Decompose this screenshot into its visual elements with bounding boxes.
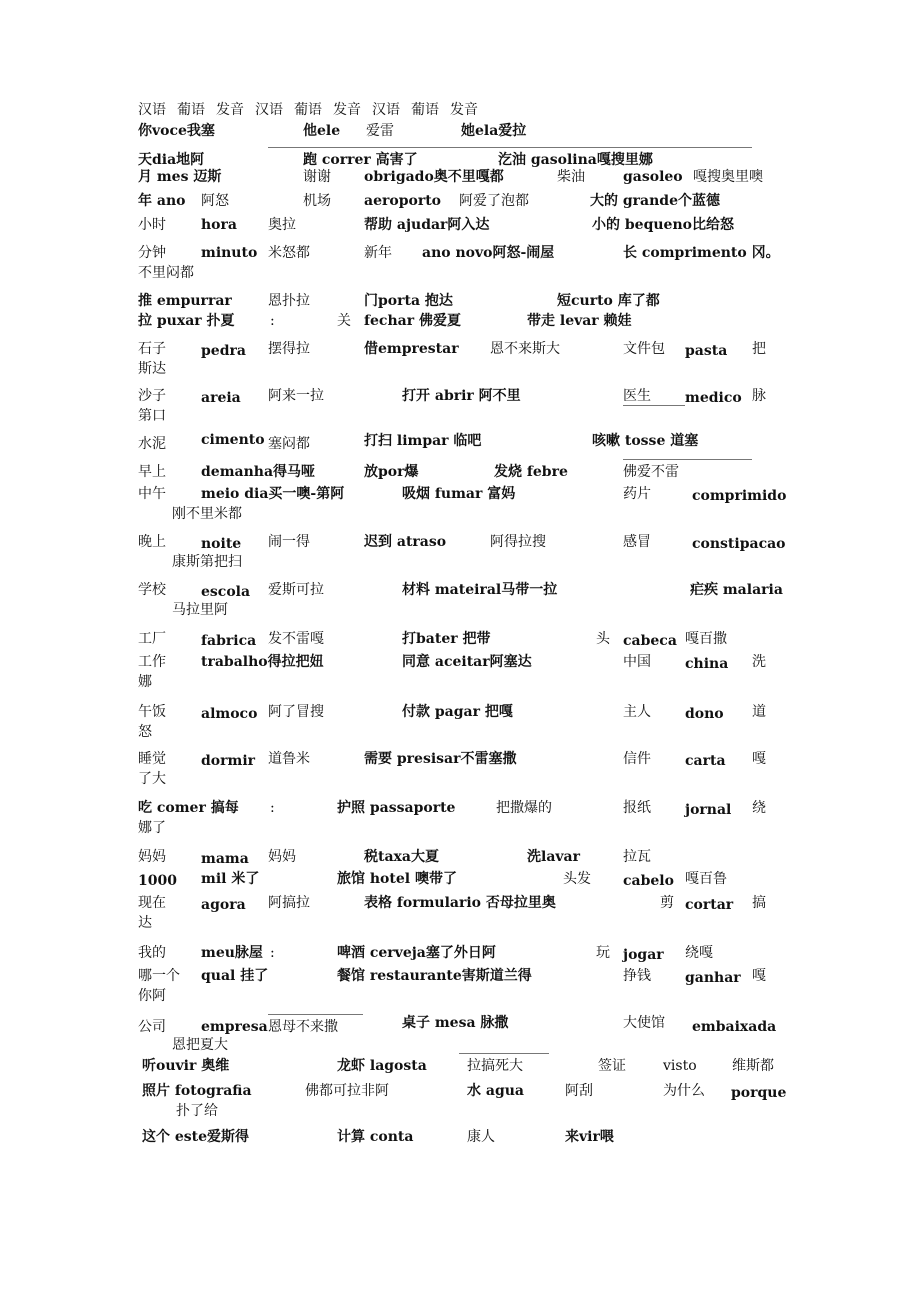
vocab-cell: 带走 levar 赖娃: [527, 313, 632, 329]
vocab-cell: 短curto 库了都: [557, 293, 660, 309]
vocab-cell: 发烧 febre: [494, 464, 568, 480]
vocab-cell: 米怒都: [268, 245, 310, 261]
vocab-cell: ganhar: [685, 970, 741, 986]
vocab-cell: 拉瓦: [623, 849, 651, 865]
header-col-pronunciation: 发音: [216, 102, 244, 118]
vocab-cell: qual 挂了: [201, 968, 269, 984]
vocab-cell: 医生: [623, 388, 651, 404]
vocab-cell: dono: [685, 706, 724, 722]
vocab-cell: 主人: [623, 704, 651, 720]
vocab-cell: 阿刮: [565, 1083, 593, 1099]
vocab-cell: aeroporto: [364, 193, 441, 209]
vocab-cell: 塞闷都: [268, 436, 310, 452]
vocab-cell: medico: [685, 390, 742, 406]
vocab-cell: 来vir喂: [565, 1129, 614, 1145]
vocab-cell: visto: [663, 1058, 697, 1074]
vocab-cell: 学校: [138, 582, 166, 598]
vocab-cell: fabrica: [201, 633, 257, 649]
vocab-cell: 康斯第把扫: [172, 554, 242, 570]
vocab-cell: 恩扑拉: [268, 293, 310, 309]
vocab-cell: 护照 passaporte: [337, 800, 456, 816]
vocab-cell: 迟到 atraso: [364, 534, 447, 550]
vocab-cell: 打bater 把带: [402, 631, 491, 647]
vocab-cell: 阿搞拉: [268, 895, 310, 911]
vocab-cell: 绕: [752, 800, 766, 816]
vocab-cell: 绕嘎: [685, 945, 713, 961]
vocab-cell: 水 agua: [467, 1083, 524, 1099]
vocab-cell: 拉搞死大: [467, 1058, 523, 1074]
vocab-cell: minuto: [201, 245, 258, 261]
vocab-cell: 借emprestar: [364, 341, 459, 357]
vocab-cell: carta: [685, 753, 726, 769]
vocab-cell: 机场: [303, 193, 331, 209]
vocab-cell: 康人: [467, 1129, 495, 1145]
vocab-cell: 她ela爱拉: [461, 123, 527, 139]
vocab-cell: 阿怒: [201, 193, 229, 209]
header-col-portuguese: 葡语: [177, 102, 205, 118]
vocab-cell: 文件包: [623, 341, 665, 357]
vocab-cell: 中国: [623, 654, 651, 670]
vocab-cell: 汔油 gasolina嘎搜里娜: [498, 152, 653, 168]
vocab-cell: 工作: [138, 654, 166, 670]
vocab-cell: 头发: [563, 871, 591, 887]
header-col-pronunciation: 发音: [450, 102, 478, 118]
vocab-cell: 你voce我塞: [138, 123, 215, 139]
vocab-cell: 爱斯可拉: [268, 582, 324, 598]
vocab-cell: 打扫 limpar 临吧: [364, 433, 482, 449]
vocab-cell: 睡觉: [138, 751, 166, 767]
vocab-cell: 表格 formulario 否母拉里奥: [364, 895, 556, 911]
vocab-cell: 打开 abrir 阿不里: [402, 388, 521, 404]
vocab-cell: 洗: [752, 654, 766, 670]
vocab-cell: jornal: [685, 802, 732, 818]
vocab-cell: 长 comprimento 冈。: [623, 245, 780, 261]
vocab-cell: 娜了: [138, 820, 166, 836]
vocab-cell: 月 mes 迈斯: [138, 169, 222, 185]
vocab-cell: 发不雷嘎: [268, 631, 324, 647]
vocab-cell: pasta: [685, 343, 728, 359]
vocab-cell: 报纸: [623, 800, 651, 816]
vocab-cell: 信件: [623, 751, 651, 767]
vocab-cell: 现在: [138, 895, 166, 911]
underline-rule: [459, 1053, 549, 1054]
vocab-cell: 妈妈: [138, 849, 166, 865]
vocab-cell: 哪一个: [138, 968, 180, 984]
vocab-cell: 第口: [138, 408, 166, 424]
vocab-cell: 餐馆 restaurante害斯道兰得: [337, 968, 532, 984]
vocab-cell: 娜: [138, 674, 152, 690]
vocab-cell: 刚不里米都: [172, 506, 242, 522]
vocab-cell: dormir: [201, 753, 256, 769]
vocab-cell: 阿爱了泡都: [459, 193, 529, 209]
vocab-cell: meu脉屋: [201, 945, 263, 961]
vocab-cell: 材料 mateiral马带一拉: [402, 582, 558, 598]
vocab-cell: 达: [138, 915, 152, 931]
vocab-cell: 公司: [138, 1019, 166, 1035]
vocab-cell: cimento: [201, 432, 265, 448]
vocab-cell: constipacao: [692, 536, 786, 552]
vocab-cell: :: [270, 945, 275, 961]
header-col-chinese: 汉语: [372, 102, 400, 118]
vocab-cell: jogar: [623, 947, 664, 963]
vocab-cell: 大使馆: [623, 1015, 665, 1031]
vocab-cell: 大的 grande个蓝德: [590, 193, 720, 209]
vocab-cell: 咳嗽 tosse 道塞: [592, 433, 699, 449]
vocab-cell: 门porta 抱达: [364, 293, 453, 309]
vocab-cell: 石子: [138, 341, 166, 357]
header-col-chinese: 汉语: [255, 102, 283, 118]
vocab-cell: 年 ano: [138, 193, 186, 209]
vocab-cell: 玩: [596, 945, 610, 961]
vocab-cell: 嘎搜奥里噢: [693, 169, 763, 185]
vocab-cell: 跑 correr 高害了: [303, 152, 418, 168]
vocab-cell: 柴油: [557, 169, 585, 185]
underline-rule: [623, 405, 685, 406]
vocab-cell: 道: [752, 704, 766, 720]
vocab-cell: 龙虾 lagosta: [337, 1058, 427, 1074]
vocab-cell: 小的 bequeno比给怒: [592, 217, 734, 233]
vocab-cell: 脉: [752, 388, 766, 404]
vocab-cell: 恩不来斯大: [490, 341, 560, 357]
vocab-cell: 爱雷: [366, 123, 394, 139]
vocab-cell: 维斯都: [732, 1058, 774, 1074]
vocab-cell: 佛爱不雷: [623, 464, 679, 480]
vocab-cell: 嘎百鲁: [685, 871, 727, 887]
vocab-cell: 奥拉: [268, 217, 296, 233]
vocab-cell: 同意 aceitar阿塞达: [402, 654, 532, 670]
vocab-cell: 妈妈: [268, 849, 296, 865]
vocab-cell: 桌子 mesa 脉撒: [402, 1015, 509, 1031]
vocab-cell: 谢谢: [303, 169, 331, 185]
vocab-cell: 1000: [138, 873, 177, 889]
vocab-cell: 沙子: [138, 388, 166, 404]
vocab-cell: 早上: [138, 464, 166, 480]
vocab-cell: 嘎: [752, 968, 766, 984]
vocab-cell: almoco: [201, 706, 258, 722]
vocab-cell: 药片: [623, 486, 651, 502]
vocab-cell: 怒: [138, 724, 152, 740]
vocab-cell: 感冒: [623, 534, 651, 550]
vocab-cell: 马拉里阿: [172, 602, 228, 618]
vocab-cell: embaixada: [692, 1019, 777, 1035]
vocab-cell: 这个 este爱斯得: [142, 1129, 250, 1145]
vocab-cell: 午饭: [138, 704, 166, 720]
vocab-cell: 吃 comer 搞每: [138, 800, 239, 816]
vocab-cell: 了大: [138, 771, 166, 787]
header-col-pronunciation: 发音: [333, 102, 361, 118]
vocab-cell: 洗lavar: [527, 849, 580, 865]
vocab-cell: 为什么: [663, 1083, 705, 1099]
vocab-cell: 中午: [138, 486, 166, 502]
vocab-cell: 签证: [598, 1058, 626, 1074]
vocab-cell: 付款 pagar 把嘎: [402, 704, 513, 720]
vocab-cell: china: [685, 656, 729, 672]
vocab-cell: obrigado奥不里嘎都: [364, 169, 504, 185]
vocab-cell: 照片 fotografia: [142, 1083, 252, 1099]
vocab-cell: 税taxa大夏: [364, 849, 439, 865]
underline-rule: [268, 1014, 363, 1015]
vocab-cell: pedra: [201, 343, 246, 359]
vocab-cell: 嘎百撒: [685, 631, 727, 647]
vocab-cell: mama: [201, 851, 249, 867]
vocab-cell: 啤酒 cerveja塞了外日阿: [337, 945, 496, 961]
vocab-cell: empresa: [201, 1019, 268, 1035]
vocab-cell: 工厂: [138, 631, 166, 647]
vocab-cell: cabeca: [623, 633, 677, 649]
vocab-cell: 摆得拉: [268, 341, 310, 357]
vocab-cell: 旅馆 hotel 噢带了: [337, 871, 457, 887]
header-col-portuguese: 葡语: [294, 102, 322, 118]
vocab-cell: cabelo: [623, 873, 674, 889]
header-col-chinese: 汉语: [138, 102, 166, 118]
vocab-cell: 道鲁米: [268, 751, 310, 767]
vocab-cell: meio dia买一噢-第阿: [201, 486, 345, 502]
vocab-cell: 分钟: [138, 245, 166, 261]
vocab-cell: 恩母不来撒: [268, 1019, 338, 1035]
vocab-cell: 阿来一拉: [268, 388, 324, 404]
vocab-cell: noite: [201, 536, 242, 552]
vocab-cell: 听ouvir 奥维: [142, 1058, 230, 1074]
vocab-cell: 闹一得: [268, 534, 310, 550]
vocab-cell: 新年: [364, 245, 392, 261]
vocab-cell: 斯达: [138, 361, 166, 377]
vocab-cell: 推 empurrar: [138, 293, 232, 309]
vocab-cell: 晚上: [138, 534, 166, 550]
vocab-cell: 他ele: [303, 123, 341, 139]
underline-rule: [268, 147, 752, 148]
vocab-cell: 佛都可拉非阿: [305, 1083, 389, 1099]
vocab-cell: 扑了给: [176, 1103, 218, 1119]
vocab-cell: 计算 conta: [337, 1129, 414, 1145]
vocab-cell: 拉 puxar 扑夏: [138, 313, 235, 329]
vocab-cell: 阿得拉搜: [490, 534, 546, 550]
vocab-cell: areia: [201, 390, 241, 406]
header-col-portuguese: 葡语: [411, 102, 439, 118]
vocab-cell: 挣钱: [623, 968, 651, 984]
vocab-cell: 把: [752, 341, 766, 357]
vocab-cell: demanha得马哑: [201, 464, 316, 480]
vocab-cell: 剪: [660, 895, 674, 911]
vocab-cell: 搞: [752, 895, 766, 911]
vocab-cell: porque: [731, 1085, 787, 1101]
vocab-cell: 放por爆: [364, 464, 419, 480]
vocab-cell: 把撒爆的: [496, 800, 552, 816]
vocab-cell: ano novo阿怒-闹屋: [422, 245, 555, 261]
vocab-cell: :: [270, 313, 275, 329]
vocab-cell: 帮助 ajudar阿入达: [364, 217, 490, 233]
vocab-cell: gasoleo: [623, 169, 683, 185]
vocab-cell: 需要 presisar不雷塞撒: [364, 751, 517, 767]
vocab-cell: 疟疾 malaria: [690, 582, 783, 598]
vocab-cell: trabalho得拉把妞: [201, 654, 324, 670]
vocab-cell: hora: [201, 217, 237, 233]
vocab-cell: 天dia地阿: [138, 152, 205, 168]
vocab-cell: 吸烟 fumar 富妈: [402, 486, 516, 502]
vocab-cell: agora: [201, 897, 246, 913]
vocab-cell: 头: [596, 631, 610, 647]
vocab-cell: 不里闷都: [138, 265, 194, 281]
vocab-cell: comprimido: [692, 488, 787, 504]
vocab-cell: 阿了冒搜: [268, 704, 324, 720]
vocab-cell: fechar 佛爱夏: [364, 313, 461, 329]
vocab-cell: 嘎: [752, 751, 766, 767]
vocab-cell: cortar: [685, 897, 734, 913]
vocab-cell: :: [270, 800, 275, 816]
vocab-cell: 恩把夏大: [172, 1037, 228, 1053]
underline-rule: [623, 459, 752, 460]
vocab-cell: 你阿: [138, 988, 166, 1004]
vocab-cell: 水泥: [138, 436, 166, 452]
vocab-cell: 关: [337, 313, 351, 329]
vocab-cell: mil 米了: [201, 871, 260, 887]
vocab-cell: 我的: [138, 945, 166, 961]
vocab-cell: escola: [201, 584, 251, 600]
vocab-cell: 小时: [138, 217, 166, 233]
